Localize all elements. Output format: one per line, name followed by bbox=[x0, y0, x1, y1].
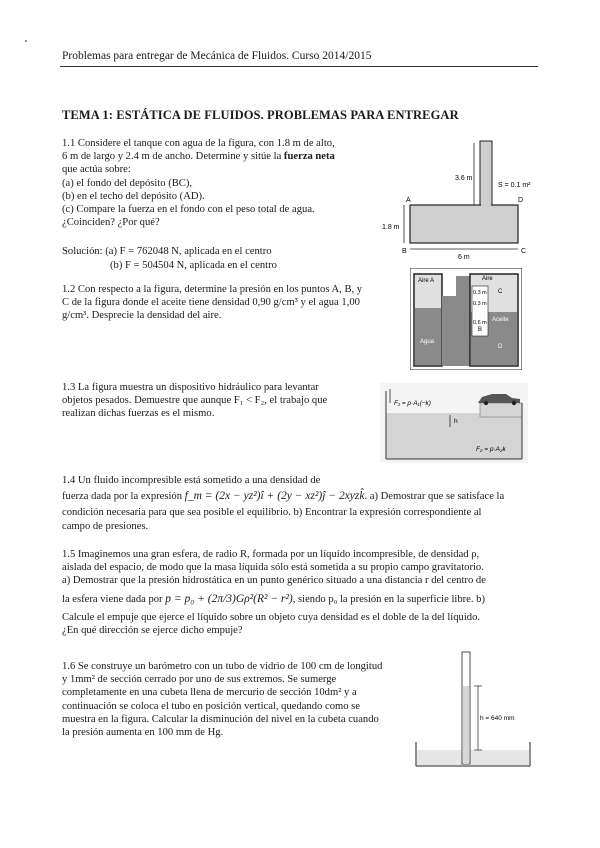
section-title: TEMA 1: ESTÁTICA DE FLUIDOS. PROBLEMAS PARA ENTREGAR bbox=[62, 108, 459, 122]
water-left bbox=[415, 308, 441, 365]
problem-1-4-text: 1.4 Un fluido incompresible está sometido a una densidad de fuerza dada por la expresión f_m = (2x − yz²)î + (2y − xz²)ĵ − 2xyzk̂. a) Demostrar que se satisface la condición necesaria para que sea posible el equilibrio. b) Encontrar la expresión correspondiente al campo de presiones. bbox=[62, 475, 505, 532]
connecting-column bbox=[456, 276, 470, 366]
force-density-expression: f_m = (2x − yz²)î + (2y − xz²)ĵ − 2xyzk̂ bbox=[184, 490, 365, 503]
problem-1-6-text: 1.6 Se construye un barómetro con un tubo de vidrio de 100 cm de longitud y 1mm² de sección cerrado por uno de sus extremos. Se sumerge completamente en una cubeta llena de mercurio de sección 10dm² y a continuación se coloca el tubo en posición vertical, quedando como se muestra en la figura. Calcular la disminución del nivel en la cubeta cuando la presión aumenta en 100 mm de Hg. bbox=[62, 661, 383, 739]
problem-1-5-text: 1.5 Imaginemos una gran esfera, de radio R, formada por un líquido incompresible, de densidad ρ, aislada del espacio, de modo que la masa líquida sólo está sometida a su propio campo gravitatorio. a) Demostrar que la presión hidrostática en un punto genérico situado a una distancia r del centro de la esfera viene dada por p = p₀ + (2π/3)Gρ²(R² − r²), siendo p₀ la presión en la superficie libre. b) Calcule el empuje que ejerce el líquido sobre un objeto cuya densidad es el doble de la del líquido. ¿En qué dirección se ejerce dicho empuje? bbox=[62, 549, 486, 637]
point-c: C bbox=[498, 289, 503, 295]
point-d: D bbox=[498, 344, 503, 350]
pipe bbox=[480, 141, 492, 209]
pipe-height-label: 3.6 m bbox=[455, 175, 473, 182]
height-label: h bbox=[454, 418, 458, 425]
pressure-formula: p = p₀ + (2π/3)Gρ²(R² − r²) bbox=[165, 592, 293, 605]
problem-number: 1.1 bbox=[62, 138, 76, 149]
tank-height-label: 1.8 m bbox=[382, 224, 400, 231]
tank-length-label: 6 m bbox=[458, 254, 470, 261]
problem-1-3-text: 1.3 La figura muestra un dispositivo hidráulico para levantar objetos pesados. Demuestre que aunque F₁ < F₂, el trabajo que realizan dichas fuerzas es el mismo. bbox=[62, 382, 328, 420]
manometer-figure-1-2 bbox=[410, 268, 522, 370]
mercury-basin bbox=[417, 750, 529, 765]
air-a-label: Aire A bbox=[418, 278, 435, 284]
water-label: Agua bbox=[420, 339, 435, 345]
header-rule bbox=[60, 66, 538, 67]
tank-figure-1-1 bbox=[380, 135, 540, 265]
u-tube bbox=[442, 296, 456, 366]
point-c: C bbox=[521, 248, 527, 255]
problem-number: 1.3 bbox=[62, 382, 76, 393]
oil-label: Aceite bbox=[492, 317, 509, 323]
svg-text:0.6 m: 0.6 m bbox=[473, 320, 487, 326]
barometer-figure-1-6 bbox=[412, 650, 534, 772]
height-label: h = 640 mm bbox=[480, 715, 515, 722]
problem-number: 1.6 bbox=[62, 661, 76, 672]
svg-text:0.3 m: 0.3 m bbox=[473, 290, 487, 296]
air-label: Aire bbox=[482, 276, 493, 282]
hydraulic-lift-figure-1-3 bbox=[380, 383, 528, 463]
problem-number: 1.2 bbox=[62, 284, 76, 295]
scan-speck bbox=[25, 40, 27, 42]
problem-number: 1.4 bbox=[62, 475, 76, 486]
point-b: B bbox=[402, 248, 407, 255]
svg-text:0.3 m: 0.3 m bbox=[473, 301, 487, 307]
force-2-label: F₂ = p·A₂k bbox=[476, 446, 506, 453]
point-d: D bbox=[518, 197, 524, 204]
pipe-area-label: S = 0.1 m² bbox=[498, 182, 531, 189]
problem-1-1-text: 1.1 Considere el tanque con agua de la figura, con 1.8 m de alto, 6 m de largo y 2.4 m de ancho. Determine y sitúe la fuerza neta que actúa sobre: (a) el fondo del depósito (BC), (b) en el techo del depósito (AD). (c) Compare la fuerza en el fondo con el peso total de agua. ¿Coinciden? ¿Por qué? bbox=[62, 138, 335, 229]
point-a: A bbox=[406, 197, 411, 204]
force-1-label: F₁ = p·A₁(−k) bbox=[394, 400, 431, 407]
mercury-column bbox=[463, 686, 469, 764]
problem-number: 1.5 bbox=[62, 549, 76, 560]
point-b: B bbox=[478, 327, 483, 333]
page-header: Problemas para entregar de Mecánica de Fluidos. Curso 2014/2015 bbox=[62, 50, 372, 62]
problem-1-1-solution: Solución: (a) F = 762048 N, aplicada en el centro (b) F = 504504 N, aplicada en el centro bbox=[62, 246, 277, 271]
tank-body bbox=[410, 205, 518, 243]
problem-1-2-text: 1.2 Con respecto a la figura, determine la presión en los puntos A, B, y C de la figura donde el aceite tiene densidad 0,90 g/cm³ y el agua 1,00 g/cm³. Desprecie la densidad del aire. bbox=[62, 284, 363, 322]
